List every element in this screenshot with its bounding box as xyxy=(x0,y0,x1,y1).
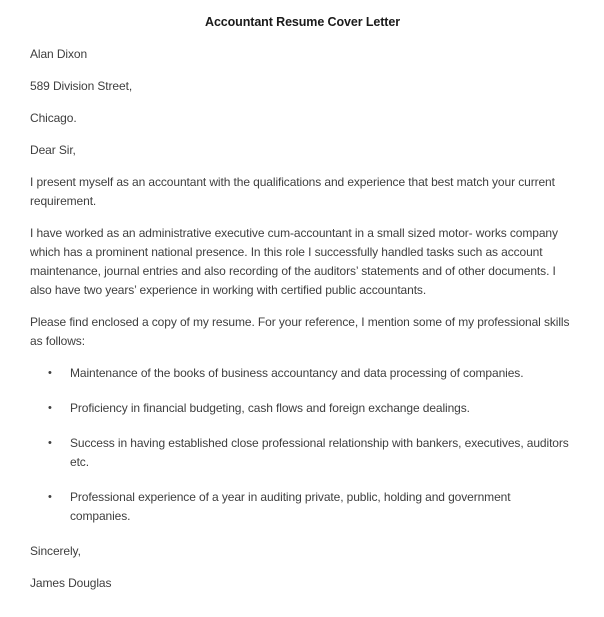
sender-street: 589 Division Street, xyxy=(30,79,133,93)
closing: Sincerely, xyxy=(30,544,81,558)
skill-item xyxy=(30,434,575,472)
salutation: Dear Sir, xyxy=(30,143,76,157)
bullet-icon: • xyxy=(48,367,52,379)
skill-text: Proficiency in financial budgeting, cash flows and foreign exchange dealings. xyxy=(70,401,470,415)
document-title: Accountant Resume Cover Letter xyxy=(205,15,400,29)
bullet-icon: • xyxy=(48,437,52,449)
skill-item xyxy=(30,364,575,383)
experience-paragraph: I have worked as an administrative executive cum-accountant in a small sized motor- works company which has a prominent national presence. In this role I successfully handled tasks such as account maintenance, journal entries and also recording of the auditors’ statements and of other documents. I also have two years’ experience in working with certified public accountants. xyxy=(30,226,558,297)
signature: James Douglas xyxy=(30,576,112,590)
bullet-icon: • xyxy=(48,491,52,503)
skill-item xyxy=(30,399,575,418)
skill-text: Success in having established close professional relationship with bankers, executives, auditors etc. xyxy=(70,436,569,469)
skill-item xyxy=(30,488,575,526)
enclosure-paragraph: Please find enclosed a copy of my resume. For your reference, I mention some of my professional skills as follows: xyxy=(30,315,570,348)
intro-paragraph: I present myself as an accountant with the qualifications and experience that best match your current requirement. xyxy=(30,175,555,208)
skill-text: Professional experience of a year in auditing private, public, holding and government companies. xyxy=(70,490,511,523)
sender-name: Alan Dixon xyxy=(30,47,88,61)
bullet-icon: • xyxy=(48,402,52,414)
skills-list xyxy=(30,364,575,526)
sender-city: Chicago. xyxy=(30,111,77,125)
skill-text: Maintenance of the books of business accountancy and data processing of companies. xyxy=(70,366,524,380)
